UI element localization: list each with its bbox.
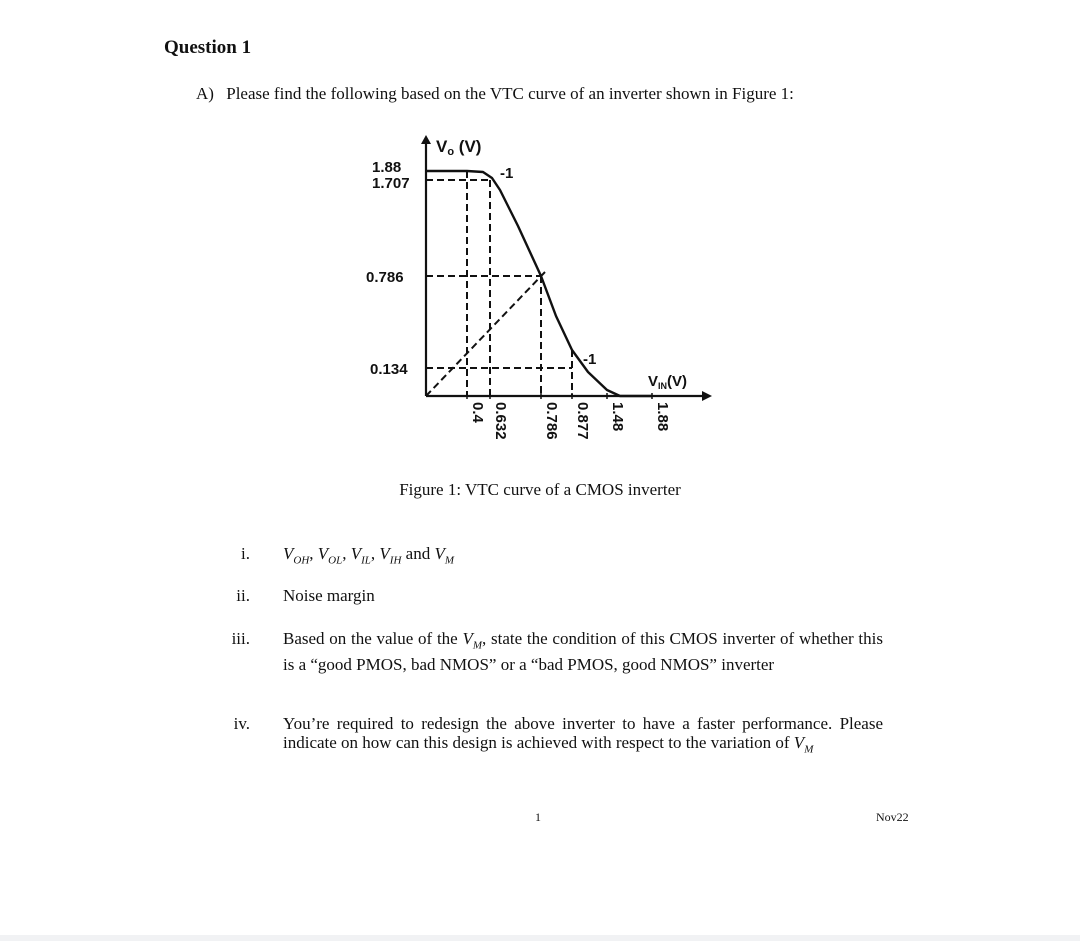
symbol-subscript: IL [361,554,371,567]
symbol-subscript: OL [328,554,343,567]
item-iv-text-a: You’re required to redesign the above inverter to have a faster performance. Please indicate on how can this design is achieved with respect to the variation of [283,714,883,752]
item-iii-text-a: Based on the value of the [283,629,463,648]
y-tick-label: 0.786 [366,269,404,286]
question-title: Question 1 [164,37,252,58]
symbol-subscript: IH [389,554,402,567]
symbol-text: V [379,544,390,563]
slope-annotation: -1 [500,165,514,182]
x-tick-label: 1.48 [609,402,626,432]
item-ii-text: Noise margin [283,586,375,605]
x-tick-label: 0.786 [543,402,560,440]
symbol-text: , [342,544,351,563]
y-tick-label: 0.134 [370,361,408,378]
symbol-subscript: M [444,554,455,567]
vm-symbol: $V_M$ [793,733,814,756]
bottom-strip [0,935,1080,941]
part-label: A) [196,84,214,103]
footer-date: Nov22 [876,810,909,824]
x-axis-label: $V_{IN}(V)$ [648,373,688,391]
symbol-text: V [434,544,445,563]
symbol-text: , [309,544,318,563]
item-number: iv. [233,714,250,733]
vtc-curve [426,171,652,396]
vm-symbol: $V_M$ [462,629,483,652]
slope-annotation: -1 [583,351,597,368]
symbol-text: V [283,544,294,563]
x-tick-label: 1.88 [654,402,671,432]
x-axis-arrow [702,391,712,401]
x-tick-label: 0.877 [574,402,591,440]
item-number: i. [241,544,250,563]
item-i-text [283,544,454,570]
y-tick-label: 1.88 [372,159,402,176]
unity-gain-line [426,272,545,396]
symbol-text: V [317,544,329,563]
item-iii-text [283,629,883,674]
symbol-text: V [350,544,362,563]
y-axis-arrow [421,135,431,144]
item-iii-text-b: , state the condition of this CMOS inverter of whether this is a “good PMOS, bad NMOS” or a “bad PMOS, good NMOS” inverter [283,629,883,675]
y-tick-label: 1.707 [372,175,410,192]
symbol-text: and [401,544,435,563]
part-a-prompt [196,84,794,104]
part-text: Please find the following based on the VTC curve of an inverter shown in Figure 1: [226,84,794,103]
vtc-chart [340,128,740,468]
symbol-subscript: OH [293,554,310,567]
x-tick-label: 0.4 [469,402,486,423]
y-axis-label: Vo (V) [436,137,482,158]
figure-caption: Figure 1: VTC curve of a CMOS inverter [399,480,681,499]
item-number: ii. [236,586,250,605]
item-number: iii. [231,629,250,648]
x-tick-label: 0.632 [492,402,509,440]
page-number: 1 [535,810,541,824]
vtc-figure [340,128,740,473]
symbol-text: , [370,544,380,563]
item-iv-text [283,714,883,759]
